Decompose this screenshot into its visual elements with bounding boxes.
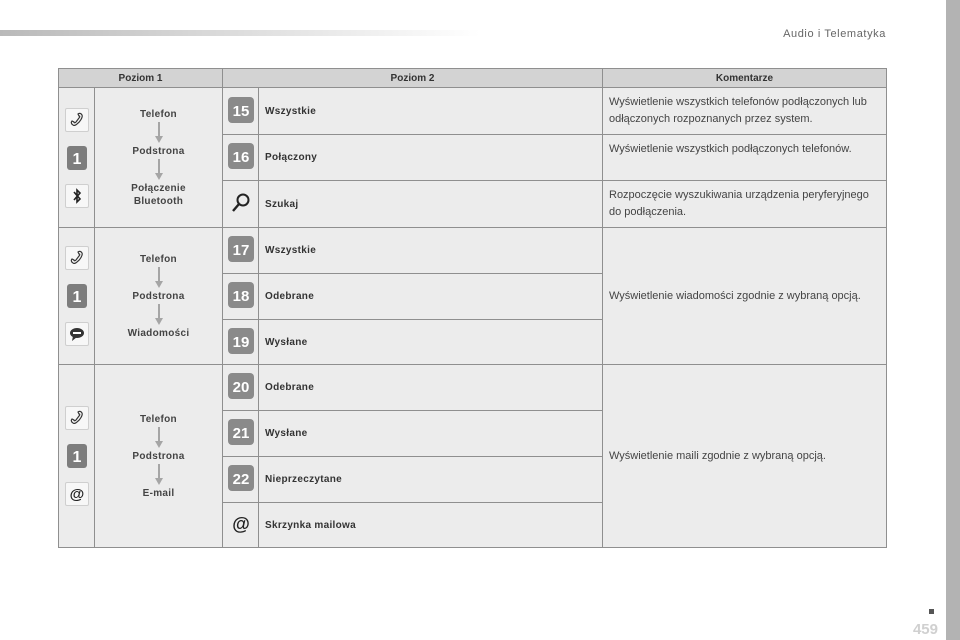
number-badge-icon <box>228 282 254 308</box>
number-badge-icon <box>228 97 254 123</box>
option-comment: Wyświetlenie wszystkich telefonów podłączonych lub odłączonych rozpoznanych przez system. <box>603 88 887 135</box>
option-label: Skrzynka mailowa <box>259 503 603 548</box>
option-label: Połączony <box>259 135 603 181</box>
option-comment: Wyświetlenie maili zgodnie z wybraną opcją. <box>603 365 887 548</box>
svg-text:15: 15 <box>232 102 249 120</box>
svg-text:21: 21 <box>232 425 249 442</box>
number-badge-icon <box>228 419 254 445</box>
svg-text:20: 20 <box>232 379 249 396</box>
option-number-cell <box>223 88 259 135</box>
level1-icons-messages <box>59 228 95 365</box>
page-edge-strip <box>946 0 960 640</box>
arrow-down-icon <box>154 159 164 181</box>
flow-step-bluetooth: Połączenie Bluetooth <box>131 182 186 207</box>
option-number-cell <box>223 457 259 503</box>
at-sign-icon <box>230 513 252 535</box>
page-marker <box>929 609 934 614</box>
option-comment: Wyświetlenie wszystkich podłączonych telefonów. <box>603 135 887 181</box>
level1-flow-messages <box>95 228 223 365</box>
arrow-down-icon <box>154 427 164 449</box>
phone-handset-icon <box>65 108 89 132</box>
svg-text:@: @ <box>231 513 250 534</box>
header-gradient-bar <box>0 30 480 36</box>
option-number-cell <box>223 411 259 457</box>
table-header-row <box>59 69 887 88</box>
level1-flow-bluetooth <box>95 88 223 228</box>
option-label: Wysłane <box>259 411 603 457</box>
option-number-cell <box>223 135 259 181</box>
svg-text:1: 1 <box>72 449 81 466</box>
menu-table <box>58 68 887 548</box>
option-label: Szukaj <box>259 181 603 228</box>
flow-step-email: E-mail <box>142 487 175 499</box>
flow-step-submenu: Podstrona <box>132 145 185 157</box>
arrow-down-icon <box>154 464 164 486</box>
svg-text:22: 22 <box>232 471 249 488</box>
number-badge-icon <box>228 328 254 354</box>
number-badge-icon <box>228 465 254 491</box>
option-comment: Wyświetlenie wiadomości zgodnie z wybraną opcją. <box>603 228 887 365</box>
svg-text:16: 16 <box>232 149 249 166</box>
level1-flow-email <box>95 365 223 548</box>
svg-text:18: 18 <box>232 288 249 305</box>
flow-step-submenu: Podstrona <box>132 290 185 302</box>
svg-text:1: 1 <box>72 289 81 306</box>
svg-text:1: 1 <box>72 150 81 168</box>
arrow-down-icon <box>154 267 164 289</box>
at-sign-icon <box>65 482 89 506</box>
flow-step-submenu: Podstrona <box>132 450 185 462</box>
sms-icon <box>65 322 89 346</box>
phone-handset-icon <box>65 246 89 270</box>
option-label: Odebrane <box>259 365 603 411</box>
flow-step-phone: Telefon <box>140 108 177 120</box>
section-title: Audio i Telematyka <box>783 28 886 40</box>
option-number-cell <box>223 503 259 548</box>
phone-handset-icon <box>65 406 89 430</box>
level1-badge-icon <box>67 146 87 170</box>
option-number-cell <box>223 181 259 228</box>
option-number-cell <box>223 320 259 365</box>
level1-badge-icon <box>67 444 87 468</box>
svg-text:@: @ <box>69 486 84 502</box>
table-row <box>59 228 887 274</box>
level1-badge-icon <box>67 284 87 308</box>
column-header-level2: Poziom 2 <box>223 69 603 88</box>
level1-icons-bluetooth <box>59 88 95 228</box>
option-number-cell <box>223 365 259 411</box>
number-badge-icon <box>228 236 254 262</box>
option-label: Nieprzeczytane <box>259 457 603 503</box>
svg-text:17: 17 <box>232 242 249 259</box>
option-label: Odebrane <box>259 274 603 320</box>
option-number-cell <box>223 228 259 274</box>
number-badge-icon <box>228 143 254 169</box>
option-number-cell <box>223 274 259 320</box>
column-header-level1: Poziom 1 <box>59 69 223 88</box>
flow-step-phone: Telefon <box>140 413 177 425</box>
arrow-down-icon <box>154 122 164 144</box>
option-label: Wysłane <box>259 320 603 365</box>
search-icon <box>230 192 252 214</box>
option-label: Wszystkie <box>259 88 603 135</box>
arrow-down-icon <box>154 304 164 326</box>
level1-icons-email <box>59 365 95 548</box>
page-number: 459 <box>912 621 938 638</box>
option-comment: Rozpoczęcie wyszukiwania urządzenia peryferyjnego do podłączenia. <box>603 181 887 228</box>
number-badge-icon <box>228 373 254 399</box>
bluetooth-icon <box>65 184 89 208</box>
flow-step-messages: Wiadomości <box>127 327 190 339</box>
option-label: Wszystkie <box>259 228 603 274</box>
table-row <box>59 88 887 135</box>
svg-text:19: 19 <box>232 333 249 351</box>
flow-step-phone: Telefon <box>140 253 177 265</box>
table-row <box>59 365 887 411</box>
column-header-comments: Komentarze <box>603 69 887 88</box>
